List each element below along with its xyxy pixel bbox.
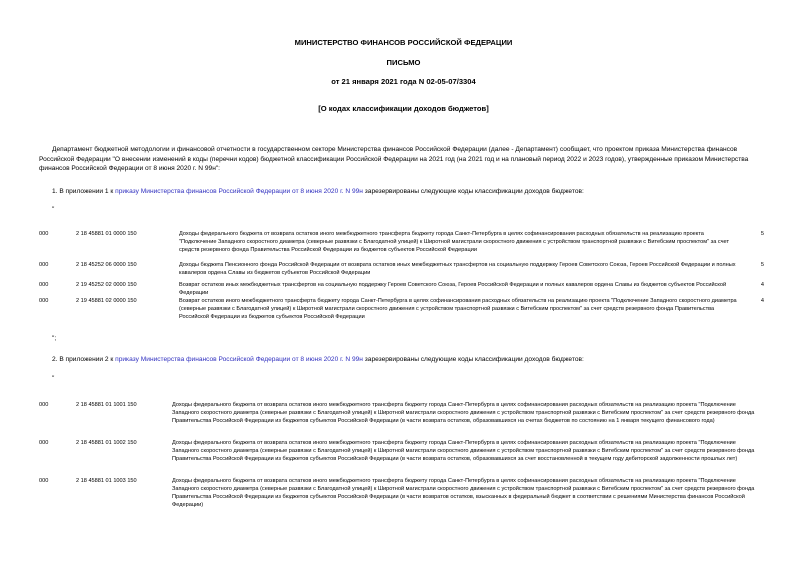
row-number: 4 (760, 298, 764, 304)
revenue-description: Доходы бюджета Пенсионного фонда Российской Федерации от возврата остатков иных межбюджетных трансфертов на социальную поддержку Героев Советского Союза, Героев Российской Федерации и полных кавалеров ордена Славы из бюджетов субъектов Российской Федерации (179, 262, 736, 276)
admin-code: 000 (39, 282, 49, 288)
revenue-description: Возврат остатков иного межбюджетного трансферта бюджету города Санкт-Петербурга в целях софинансирования расходных обязательств на реализацию проекта "Подключение Западного скоростного диаметра (северные развязки с Благодатной улицей) к Широтной магистрали скоростного движения с устройством транспортной развязки с Витебским проспектом" за счет средств резервного фонда Правительства Российской Федерации из бюджетов субъектов Российской Федерации (179, 298, 737, 320)
admin-code: 000 (39, 478, 49, 484)
order-99n-link[interactable]: приказу Министерства финансов Российской Федерации от 8 июня 2020 г. N 99н (115, 188, 363, 195)
revenue-code: 2 18 45252 06 0000 150 (76, 262, 137, 268)
section-2-paragraph (52, 355, 772, 365)
admin-code: 000 (39, 298, 49, 304)
section-1-prefix: 1. В приложении 1 к (52, 188, 116, 195)
revenue-description: Доходы федерального бюджета от возврата остатков иного межбюджетного трансферта бюджету города Санкт-Петербурга в целях софинансирования расходных обязательств на реализацию проекта "Подключение Западного скоростного диаметра (северные развязки с Благодатной улицей) к Широтной магистрали скоростного движения с устройством транспортной развязки с Витебским проспектом" за счет средств резервного фонда Правительства Российской Федерации из бюджетов субъектов Российской Федерации (в части возврата остатков, образовавшихся на счетах бюджетов по состоянию на 1 января текущего финансового года) (172, 402, 755, 424)
revenue-description: Доходы федерального бюджета от возврата остатков иного межбюджетного трансферта бюджету города Санкт-Петербурга в целях софинансирования расходных обязательств на реализацию проекта "Подключение Западного скоростного диаметра (северные развязки с Благодатной улицей) к Широтной магистрали скоростного движения с устройством транспортной развязки с Витебским проспектом" за счет средств резервного фонда Правительства Российской Федерации из бюджетов субъектов Российской Федерации (в части возврата остатков, образовавшихся за счет восстановленной в текущем году дебиторской задолженности прошлых лет) (172, 440, 755, 462)
revenue-code: 2 18 45881 01 1003 150 (76, 478, 137, 484)
revenue-code: 2 18 45881 01 1001 150 (76, 402, 137, 408)
admin-code: 000 (39, 231, 49, 237)
admin-code: 000 (39, 440, 49, 446)
ministry-title: МИНИСТЕРСТВО ФИНАНСОВ РОССИЙСКОЙ ФЕДЕРАЦИИ (294, 38, 513, 47)
document-date-number: от 21 января 2021 года N 02-05-07/3304 (331, 77, 476, 86)
section-1-open-quote: " (52, 206, 55, 213)
document-subject: [О кодах классификации доходов бюджетов] (318, 104, 489, 113)
intro-paragraph: Департамент бюджетной методологии и финансовой отчетности в государственном секторе Министерства финансов Российской Федерации (далее - Департамент) сообщает, что проектом приказа Министерства финансов Российской Федерации "О внесении изменений в коды (перечни кодов) бюджетной классификации Российской Федерации на 2021 год (на 2021 год и на плановый период 2022 и 2023 годов), утвержденные приказом Министерства финансов Российской Федерации от 8 июня 2020 г. N 99н": (39, 146, 749, 173)
section-2-open-quote: " (52, 375, 55, 382)
section-1-close-quote: "; (52, 335, 57, 342)
admin-code: 000 (39, 402, 49, 408)
order-99n-link[interactable]: приказу Министерства финансов Российской Федерации от 8 июня 2020 г. N 99н (115, 356, 363, 363)
revenue-code: 2 19 45881 02 0000 150 (76, 298, 137, 304)
section-1-suffix: зарезервированы следующие коды классификации доходов бюджетов: (362, 188, 584, 195)
section-2-prefix: 2. В приложении 2 к (52, 356, 116, 363)
revenue-code: 2 18 45881 01 1002 150 (76, 440, 137, 446)
row-number: 5 (760, 231, 764, 237)
row-number: 4 (760, 282, 764, 288)
document-type: ПИСЬМО (386, 58, 421, 67)
revenue-description: Доходы федерального бюджета от возврата остатков иного межбюджетного трансферта бюджету города Санкт-Петербурга в целях софинансирования расходных обязательств на реализацию проекта "Подключение Западного скоростного диаметра (северные развязки с Благодатной улицей) к Широтной магистрали скоростного движения с устройством транспортной развязки с Витебским проспектом" за счет средств резервного фонда Правительства Российской Федерации из бюджетов субъектов Российской Федерации (в части возвратов остатков, взысканных в федеральный бюджет в соответствии с решениями Министерства финансов Российской Федерации) (172, 478, 755, 508)
section-1-paragraph (52, 187, 772, 197)
row-number: 5 (760, 262, 764, 268)
revenue-code: 2 18 45881 01 0000 150 (76, 231, 137, 237)
revenue-description: Возврат остатков иных межбюджетных трансфертов на социальную поддержку Героев Советского Союза, Героев Российской Федерации и полных кавалеров ордена Славы из бюджетов субъектов Российской Федерации (179, 282, 727, 296)
revenue-description: Доходы федерального бюджета от возврата остатков иного межбюджетного трансферта бюджету города Санкт-Петербурга в целях софинансирования расходных обязательств на реализацию проекта "Подключение Западного скоростного диаметра (северные развязки с Благодатной улицей) к Широтной магистрали скоростного движения с устройством транспортной развязки с Витебским проспектом" за счет средств резервного фонда Правительства Российской Федерации из бюджетов субъектов Российской Федерации (179, 231, 730, 253)
admin-code: 000 (39, 262, 49, 268)
revenue-code: 2 19 45252 02 0000 150 (76, 282, 137, 288)
section-2-suffix: зарезервированы следующие коды классификации доходов бюджетов: (362, 356, 584, 363)
